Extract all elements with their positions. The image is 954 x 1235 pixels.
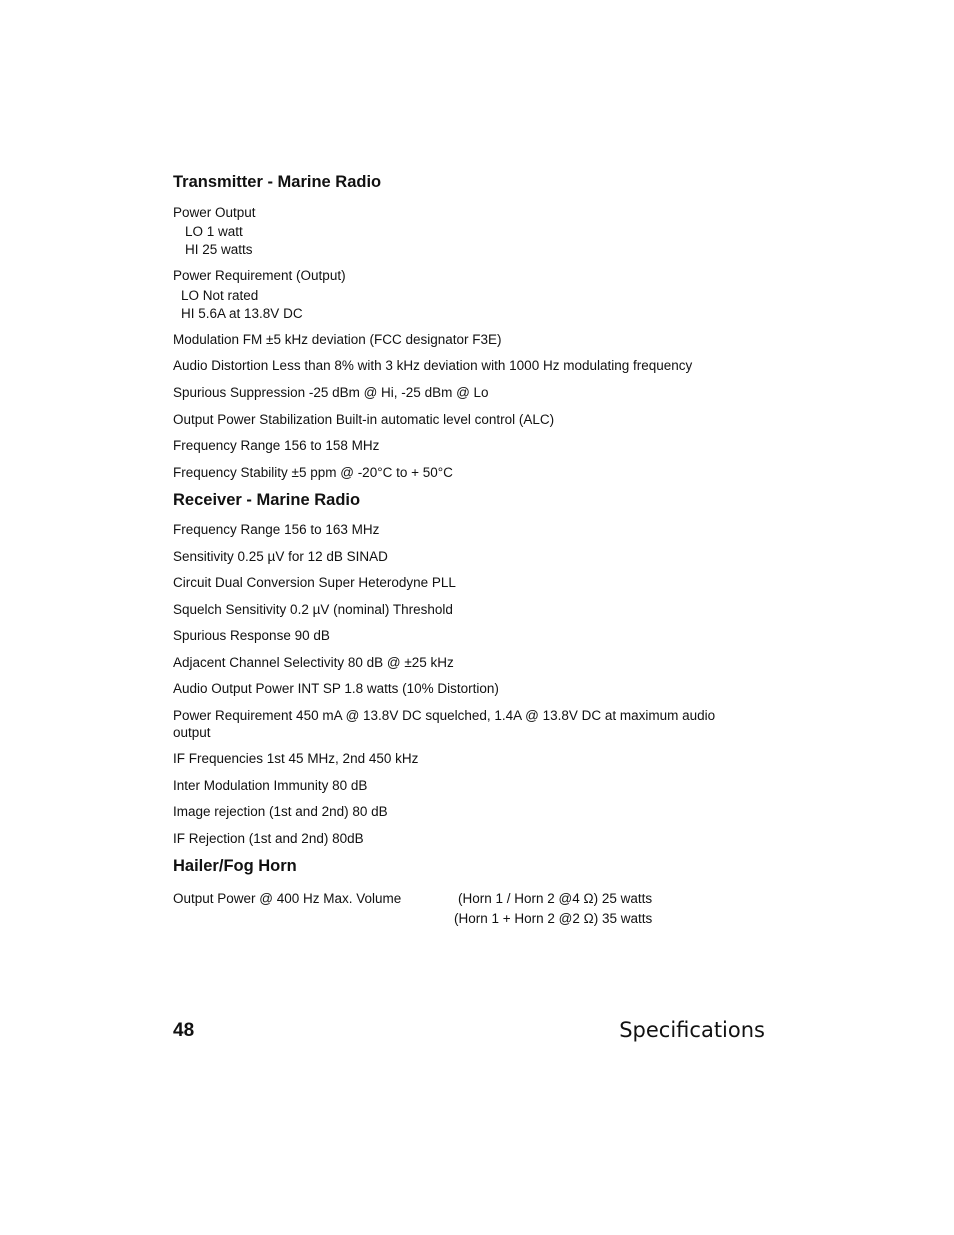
tx-output-power-stabilization: Output Power Stabilization Built-in automatic level control (ALC): [173, 412, 555, 427]
rx-if-frequencies: IF Frequencies 1st 45 MHz, 2nd 450 kHz: [173, 751, 419, 766]
rx-adjacent-channel: Adjacent Channel Selectivity 80 dB @ ±25 kHz: [173, 655, 454, 670]
rx-frequency-range: Frequency Range 156 to 163 MHz: [173, 522, 380, 537]
rx-spurious-response: Spurious Response 90 dB: [173, 628, 330, 643]
rx-if-rejection: IF Rejection (1st and 2nd) 80dB: [173, 831, 364, 846]
hailer-heading: Hailer/Fog Horn: [173, 857, 297, 875]
hailer-output-value-1: (Horn 1 / Horn 2 @4 Ω) 25 watts: [458, 891, 653, 906]
rx-audio-output: Audio Output Power INT SP 1.8 watts (10% Distortion): [173, 681, 499, 696]
tx-power-output-lo: LO 1 watt: [185, 224, 243, 239]
tx-modulation: Modulation FM ±5 kHz deviation (FCC designator F3E): [173, 332, 502, 347]
rx-squelch-sensitivity: Squelch Sensitivity 0.2 µV (nominal) Threshold: [173, 602, 453, 617]
hailer-output-label: Output Power @ 400 Hz Max. Volume: [173, 891, 402, 906]
transmitter-heading: Transmitter - Marine Radio: [173, 173, 382, 191]
tx-spurious-suppression: Spurious Suppression -25 dBm @ Hi, -25 dBm @ Lo: [173, 385, 489, 400]
tx-power-output-hi: HI 25 watts: [185, 242, 253, 257]
tx-audio-distortion: Audio Distortion Less than 8% with 3 kHz deviation with 1000 Hz modulating frequency: [173, 358, 693, 373]
tx-frequency-range: Frequency Range 156 to 158 MHz: [173, 438, 380, 453]
tx-frequency-stability: Frequency Stability ±5 ppm @ -20°C to + 50°C: [173, 465, 453, 480]
tx-power-req-lo: LO Not rated: [181, 288, 259, 303]
rx-intermod-immunity: Inter Modulation Immunity 80 dB: [173, 778, 368, 793]
page-number: 48: [173, 1020, 195, 1041]
tx-power-output-label: Power Output: [173, 205, 256, 220]
receiver-heading: Receiver - Marine Radio: [173, 491, 361, 509]
rx-circuit: Circuit Dual Conversion Super Heterodyne PLL: [173, 575, 456, 590]
tx-power-req-label: Power Requirement (Output): [173, 268, 346, 283]
section-title: Specifications: [619, 1018, 765, 1042]
rx-power-requirement: Power Requirement 450 mA @ 13.8V DC squelched, 1.4A @ 13.8V DC at maximum audio output: [173, 708, 716, 740]
rx-image-rejection: Image rejection (1st and 2nd) 80 dB: [173, 804, 388, 819]
rx-sensitivity: Sensitivity 0.25 µV for 12 dB SINAD: [173, 549, 388, 564]
hailer-output-value-2: (Horn 1 + Horn 2 @2 Ω) 35 watts: [454, 911, 653, 926]
tx-power-req-hi: HI 5.6A at 13.8V DC: [181, 306, 303, 321]
